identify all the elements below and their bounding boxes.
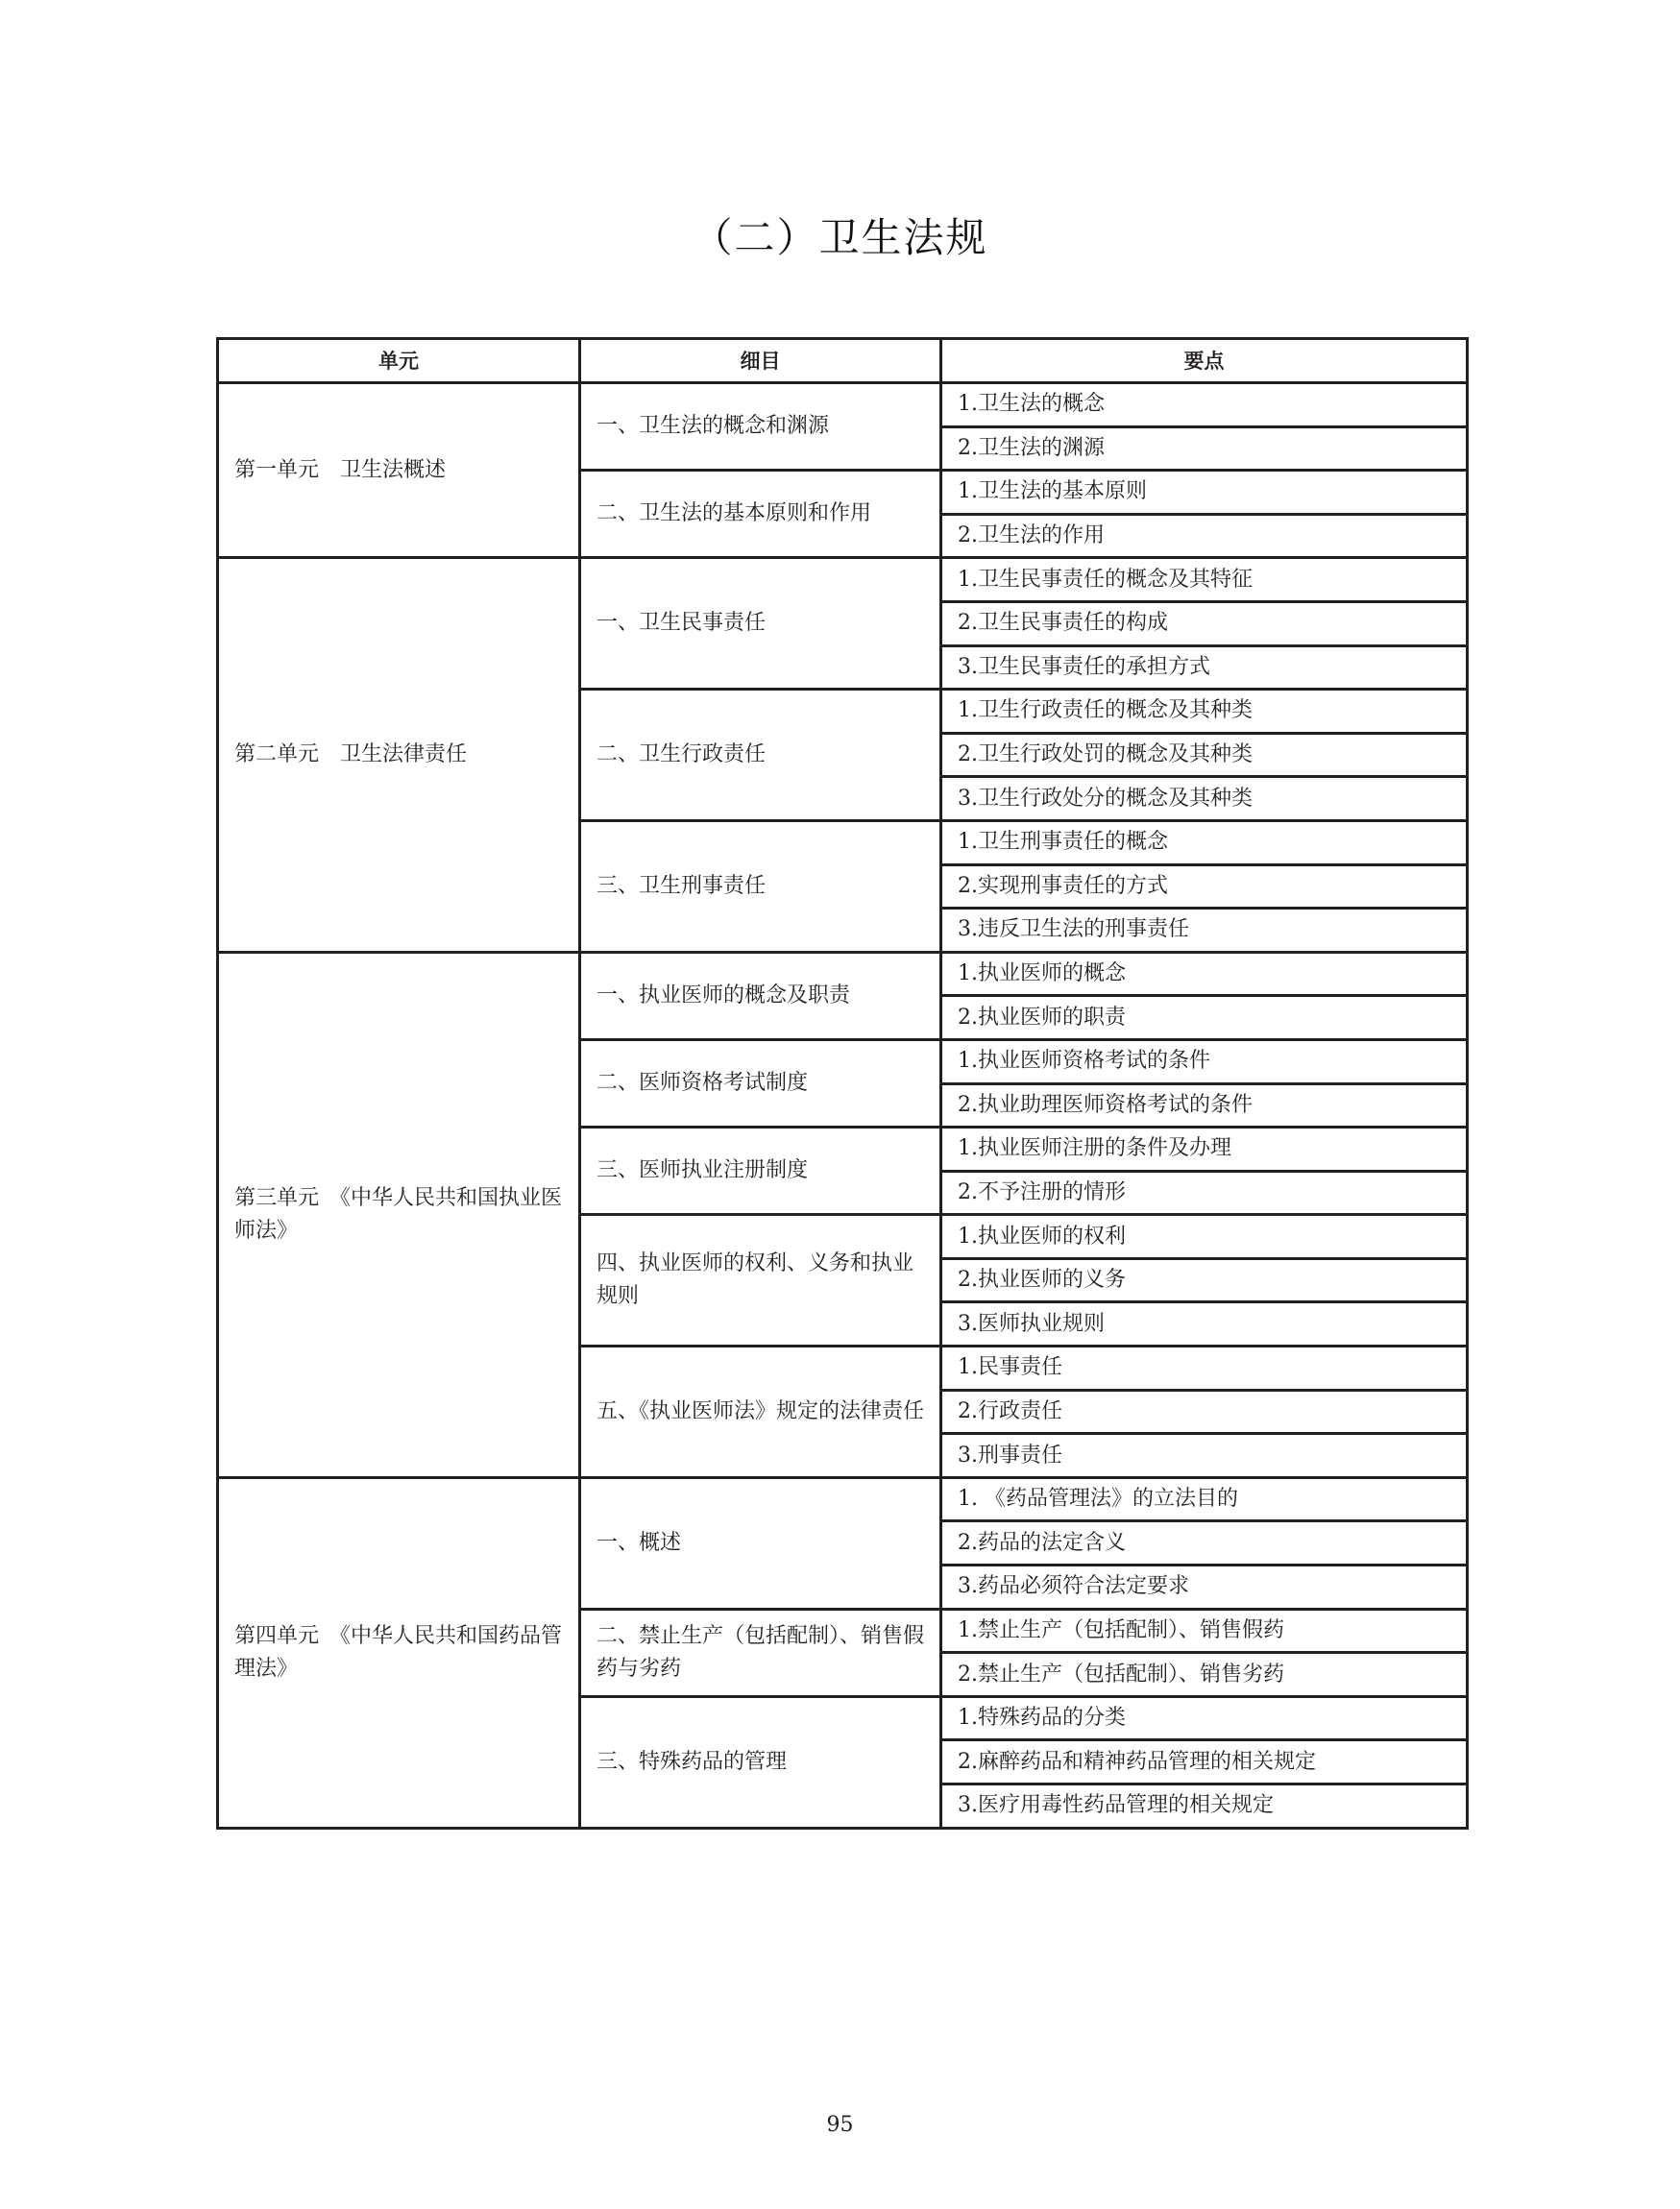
point-cell: 3.违反卫生法的刑事责任 bbox=[941, 909, 1468, 953]
point-cell: 2.执业助理医师资格考试的条件 bbox=[941, 1083, 1468, 1128]
item-cell: 二、禁止生产（包括配制）、销售假药与劣药 bbox=[580, 1609, 941, 1696]
point-cell: 2.卫生法的作用 bbox=[941, 514, 1468, 558]
unit-cell: 第四单元 《中华人民共和国药品管理法》 bbox=[218, 1477, 580, 1828]
point-cell: 2.执业医师的义务 bbox=[941, 1258, 1468, 1302]
item-cell: 三、卫生刑事责任 bbox=[580, 820, 941, 952]
table-header-row bbox=[218, 339, 1468, 383]
point-cell: 2.卫生行政处罚的概念及其种类 bbox=[941, 733, 1468, 777]
point-cell: 1.执业医师注册的条件及办理 bbox=[941, 1128, 1468, 1172]
item-cell: 一、卫生民事责任 bbox=[580, 558, 941, 690]
point-cell: 1.卫生刑事责任的概念 bbox=[941, 820, 1468, 864]
table-row bbox=[218, 1477, 1468, 1521]
item-cell: 四、执业医师的权利、义务和执业规则 bbox=[580, 1215, 941, 1347]
item-cell: 三、特殊药品的管理 bbox=[580, 1696, 941, 1828]
point-cell: 3.医疗用毒性药品管理的相关规定 bbox=[941, 1784, 1468, 1829]
item-cell: 二、卫生法的基本原则和作用 bbox=[580, 471, 941, 558]
point-cell: 2.药品的法定含义 bbox=[941, 1521, 1468, 1566]
unit-cell: 第一单元 卫生法概述 bbox=[218, 383, 580, 558]
point-cell: 1.禁止生产（包括配制）、销售假药 bbox=[941, 1609, 1468, 1653]
point-cell: 3.药品必须符合法定要求 bbox=[941, 1566, 1468, 1610]
point-cell: 2.麻醉药品和精神药品管理的相关规定 bbox=[941, 1740, 1468, 1784]
item-cell: 二、医师资格考试制度 bbox=[580, 1039, 941, 1127]
header-point: 要点 bbox=[941, 339, 1468, 383]
point-cell: 2.实现刑事责任的方式 bbox=[941, 864, 1468, 909]
point-cell: 1.卫生民事责任的概念及其特征 bbox=[941, 558, 1468, 602]
table-row bbox=[218, 952, 1468, 996]
point-cell: 2.禁止生产（包括配制）、销售劣药 bbox=[941, 1653, 1468, 1697]
table-row bbox=[218, 383, 1468, 427]
item-cell: 一、卫生法的概念和渊源 bbox=[580, 383, 941, 471]
point-cell: 2.行政责任 bbox=[941, 1390, 1468, 1434]
point-cell: 2.执业医师的职责 bbox=[941, 996, 1468, 1040]
page-title: （二）卫生法规 bbox=[692, 214, 988, 261]
page-number: 95 bbox=[826, 2113, 854, 2137]
header-item: 细目 bbox=[580, 339, 941, 383]
point-cell: 1.执业医师资格考试的条件 bbox=[941, 1039, 1468, 1083]
point-cell: 2.卫生法的渊源 bbox=[941, 426, 1468, 471]
item-cell: 一、执业医师的概念及职责 bbox=[580, 952, 941, 1039]
point-cell: 1.卫生法的基本原则 bbox=[941, 471, 1468, 515]
point-cell: 3.医师执业规则 bbox=[941, 1302, 1468, 1347]
point-cell: 3.刑事责任 bbox=[941, 1434, 1468, 1478]
point-cell: 1.执业医师的权利 bbox=[941, 1215, 1468, 1259]
point-cell: 1.卫生行政责任的概念及其种类 bbox=[941, 690, 1468, 734]
point-cell: 1.卫生法的概念 bbox=[941, 383, 1468, 427]
point-cell: 1.执业医师的概念 bbox=[941, 952, 1468, 996]
table-body bbox=[218, 383, 1468, 1829]
point-cell: 1. 《药品管理法》的立法目的 bbox=[941, 1477, 1468, 1521]
item-cell: 三、医师执业注册制度 bbox=[580, 1128, 941, 1215]
item-cell: 一、概述 bbox=[580, 1477, 941, 1609]
point-cell: 1.民事责任 bbox=[941, 1347, 1468, 1391]
item-cell: 五、《执业医师法》规定的法律责任 bbox=[580, 1347, 941, 1478]
header-unit: 单元 bbox=[218, 339, 580, 383]
unit-cell: 第二单元 卫生法律责任 bbox=[218, 558, 580, 952]
item-cell: 二、卫生行政责任 bbox=[580, 690, 941, 821]
unit-cell: 第三单元 《中华人民共和国执业医师法》 bbox=[218, 952, 580, 1477]
point-cell: 3.卫生民事责任的承担方式 bbox=[941, 645, 1468, 690]
point-cell: 1.特殊药品的分类 bbox=[941, 1696, 1468, 1740]
syllabus-table bbox=[216, 337, 1469, 1830]
point-cell: 3.卫生行政处分的概念及其种类 bbox=[941, 777, 1468, 821]
point-cell: 2.不予注册的情形 bbox=[941, 1171, 1468, 1215]
table-row bbox=[218, 558, 1468, 602]
point-cell: 2.卫生民事责任的构成 bbox=[941, 601, 1468, 645]
